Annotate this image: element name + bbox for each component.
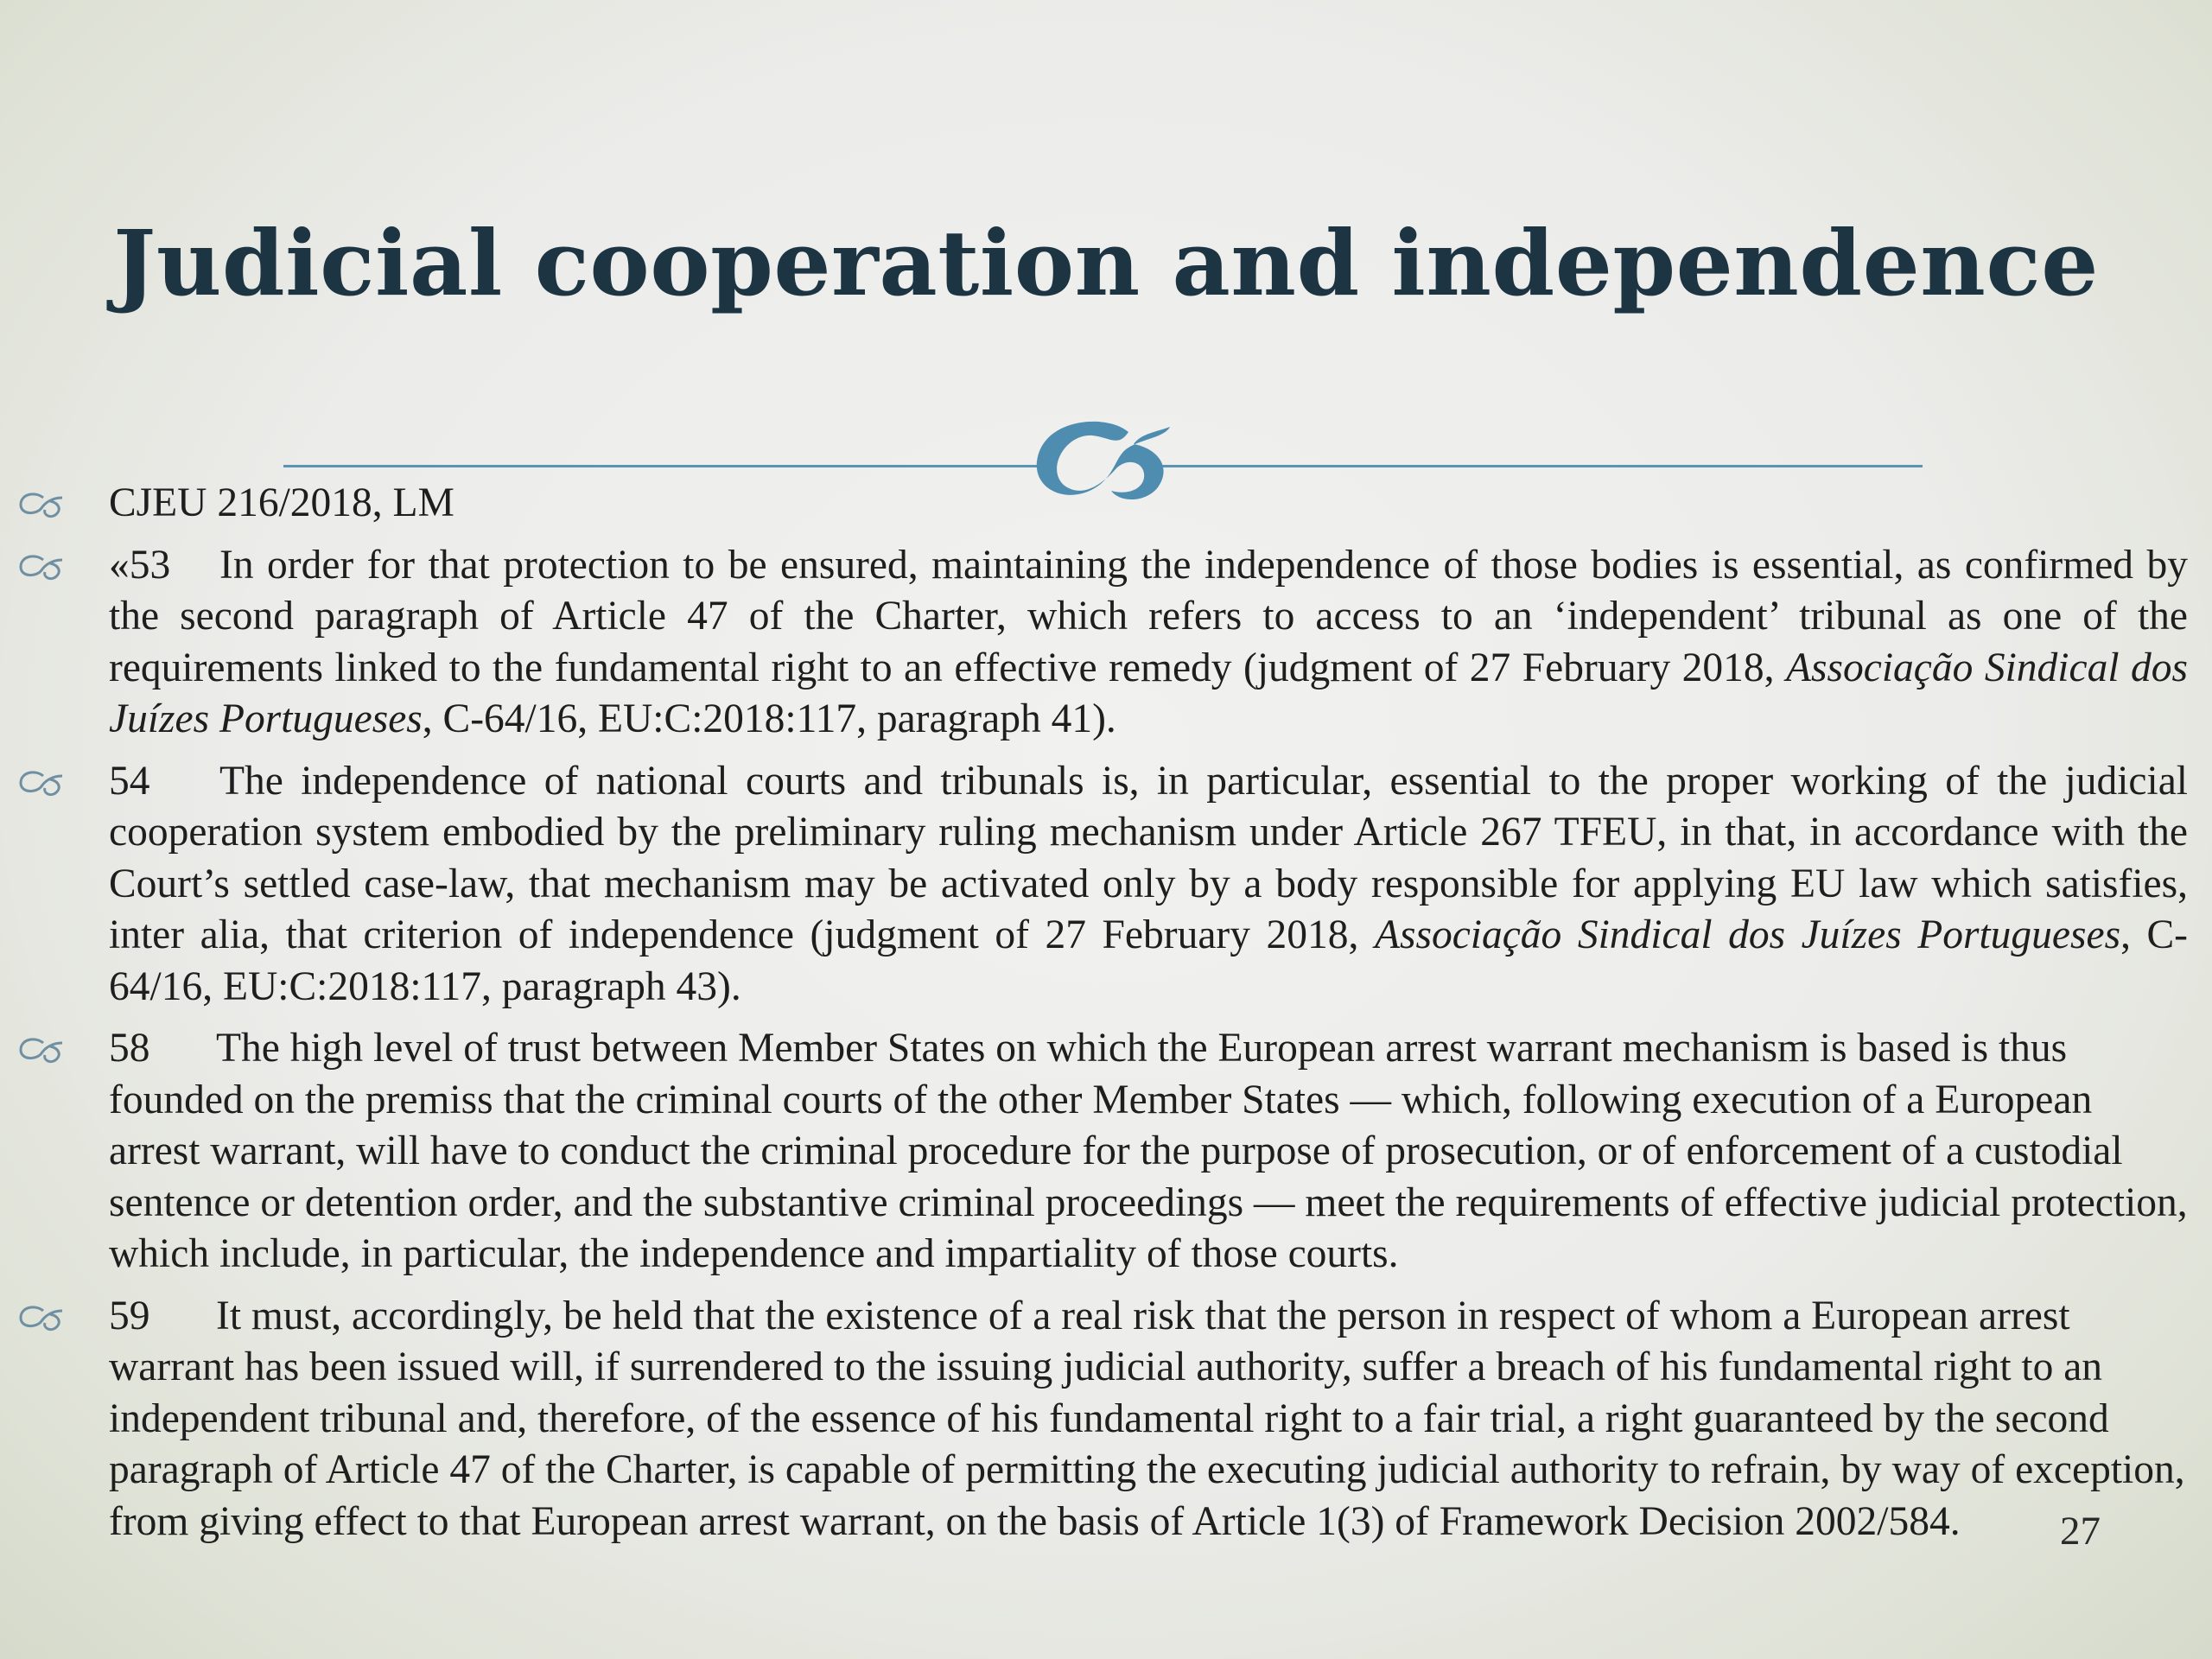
paragraph-text: In order for that protection to be ensured, maintaining the independence of those bodies is essential, as confirmed by the second paragraph of Article 47 of the Charter, which refers to access to an ‘independent’ tribunal as one of the requirements linked to the fundamental right to an effective remedy (judgment of 27 February 2018, (109, 542, 2188, 690)
paragraph-number: 59 (109, 1293, 150, 1338)
paragraph-text: The high level of trust between Member States on which the European arrest warrant mechanism is based is thus founded on the premiss that the criminal courts of the other Member States — which, following execution of a European arrest warrant, will have to conduct the criminal procedure for the purpose of prosecution, or of enforcement of a custodial sentence or detention order, and the substantive criminal proceedings — meet the requirements of effective judicial protection, which include, in particular, the independence and impartiality of those courts. (109, 1026, 2188, 1276)
bullet-icon (17, 551, 67, 581)
paragraph-citation: , C-64/16, EU:C:2018:117, paragraph 43). (109, 912, 2188, 1009)
paragraph-number: 54 (109, 758, 150, 804)
slide-number: 27 (2060, 1509, 2101, 1554)
list-item (17, 1023, 2188, 1281)
paragraph-text: It must, accordingly, be held that the existence of a real risk that the person in respect of whom a European arrest warrant has been issued will, if surrendered to the issuing judicial authority, suffer a breach of his fundamental right to an independent tribunal and, therefore, of the essence of his fundamental right to a fair trial, a right guaranteed by the second paragraph of Article 47 of the Charter, is capable of permitting the executing judicial authority to refrain, by way of exception, from giving effect to that European arrest warrant, on the basis of Article 1(3) of Framework Decision 2002/584. (109, 1293, 2185, 1544)
title-divider-right (1158, 465, 1923, 467)
case-name: Associação Sindical dos Juízes Portugueses (1374, 912, 2121, 957)
title-divider-left (283, 465, 1044, 467)
list-item (17, 478, 2188, 530)
case-reference: CJEU 216/2018, LM (109, 480, 454, 525)
bullet-icon (17, 489, 67, 518)
list-item (17, 756, 2188, 1014)
list-item (17, 1291, 2188, 1548)
paragraph-citation: , C-64/16, EU:C:2018:117, paragraph 41). (422, 696, 1116, 741)
paragraph-number: 58 (109, 1026, 150, 1071)
paragraph-number: «53 (109, 542, 171, 588)
bullet-icon (17, 1302, 67, 1332)
case-name: Associação Sindical dos Juízes Portugueses (109, 645, 2188, 741)
bullet-icon (17, 767, 67, 797)
bullet-list (17, 478, 2188, 1558)
bullet-icon (17, 1034, 67, 1064)
paragraph-text: The independence of national courts and tribunals is, in particular, essential to the proper working of the judicial cooperation system embodied by the preliminary ruling mechanism under Article 267 TFEU, in that, in accordance with the Court’s settled case-law, that mechanism may be activated only by a body responsible for applying EU law which satisfies, inter alia, that criterion of independence (judgment of 27 February 2018, (109, 758, 2188, 957)
slide-title: Judicial cooperation and independence (113, 210, 2099, 316)
list-item (17, 540, 2188, 746)
